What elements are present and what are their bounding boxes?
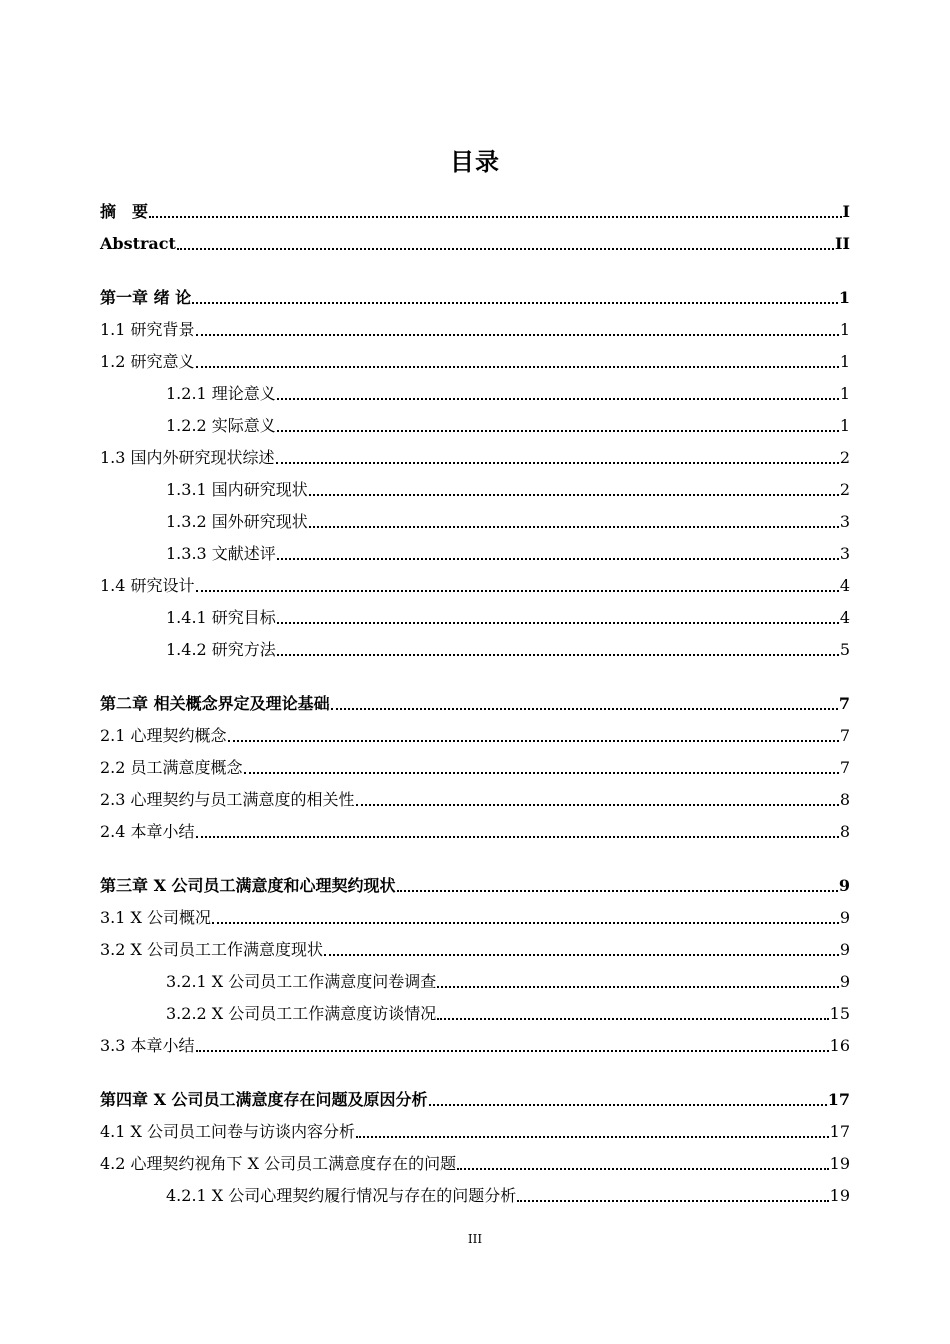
toc-entry-abstract-en[interactable] bbox=[100, 233, 850, 255]
toc-entry[interactable] bbox=[100, 1121, 850, 1143]
toc-entry[interactable] bbox=[166, 1003, 850, 1025]
toc-entry-label: 3.3 本章小结 bbox=[100, 1036, 195, 1055]
toc-entry-page: II bbox=[835, 234, 850, 253]
toc-entry[interactable] bbox=[100, 757, 850, 779]
toc-entry-abstract-cn[interactable] bbox=[100, 201, 850, 223]
toc-entry-label: 第二章 相关概念界定及理论基础 bbox=[100, 694, 330, 713]
toc-leader-dots bbox=[196, 334, 839, 336]
toc-leader-dots bbox=[356, 1136, 829, 1138]
toc-leader-dots bbox=[277, 654, 839, 656]
toc-entry-page: 19 bbox=[829, 1186, 850, 1205]
toc-entry-page: 9 bbox=[839, 940, 850, 959]
toc-entry-page: 17 bbox=[827, 1090, 850, 1109]
toc-entry-page: 1 bbox=[839, 320, 850, 339]
toc-entry-page: 7 bbox=[838, 694, 850, 713]
toc-entry-chapter-3[interactable] bbox=[100, 875, 850, 897]
toc-entry[interactable] bbox=[100, 725, 850, 747]
toc-entry-page: 16 bbox=[829, 1036, 850, 1055]
toc-entry-page: 7 bbox=[839, 726, 850, 745]
toc-entry-label: 1.4 研究设计 bbox=[100, 576, 195, 595]
toc-entry[interactable] bbox=[100, 789, 850, 811]
toc-leader-dots bbox=[324, 954, 839, 956]
toc-entry-label: 第三章 X 公司员工满意度和心理契约现状 bbox=[100, 876, 396, 895]
toc-entry[interactable] bbox=[166, 415, 850, 437]
toc-leader-dots bbox=[309, 526, 839, 528]
toc-entry-label: 3.1 X 公司概况 bbox=[100, 908, 212, 927]
toc-leader-dots bbox=[517, 1200, 828, 1202]
toc-leader-dots bbox=[277, 558, 839, 560]
toc-entry-page: 9 bbox=[838, 876, 850, 895]
toc-entry-page: 19 bbox=[829, 1154, 850, 1173]
toc-entry-label: 3.2 X 公司员工工作满意度现状 bbox=[100, 940, 324, 959]
toc-leader-dots bbox=[437, 986, 839, 988]
toc-entry-label: 第四章 X 公司员工满意度存在问题及原因分析 bbox=[100, 1090, 428, 1109]
toc-leader-dots bbox=[309, 494, 839, 496]
toc-leader-dots bbox=[429, 1104, 827, 1106]
toc-entry-label: 1.4.2 研究方法 bbox=[166, 640, 276, 659]
toc-entry[interactable] bbox=[100, 1153, 850, 1175]
toc-leader-dots bbox=[149, 216, 842, 218]
toc-leader-dots bbox=[196, 366, 839, 368]
toc-entry-page: 8 bbox=[839, 790, 850, 809]
toc-entry-page: I bbox=[842, 202, 850, 221]
toc-entry-chapter-2[interactable] bbox=[100, 693, 850, 715]
toc-entry-label: 4.2.1 X 公司心理契约履行情况与存在的问题分析 bbox=[166, 1186, 517, 1205]
toc-leader-dots bbox=[356, 804, 839, 806]
toc-entry-label: 1.3.2 国外研究现状 bbox=[166, 512, 308, 531]
toc-entry-label: 1.4.1 研究目标 bbox=[166, 608, 276, 627]
toc-entry-page: 7 bbox=[839, 758, 850, 777]
toc-entry[interactable] bbox=[166, 383, 850, 405]
toc-entry-label: 3.2.1 X 公司员工工作满意度问卷调查 bbox=[166, 972, 437, 991]
toc-entry-page: 8 bbox=[839, 822, 850, 841]
toc-entry[interactable] bbox=[166, 1185, 850, 1207]
toc-entry-page: 3 bbox=[839, 544, 850, 563]
toc-entry[interactable] bbox=[100, 351, 850, 373]
toc-leader-dots bbox=[457, 1168, 829, 1170]
page-number: III bbox=[467, 1232, 483, 1246]
toc-entry[interactable] bbox=[100, 907, 850, 929]
toc-entry[interactable] bbox=[166, 511, 850, 533]
toc-entry-chapter-1[interactable] bbox=[100, 287, 850, 309]
toc-entry[interactable] bbox=[166, 543, 850, 565]
toc-entry-label: 2.2 员工满意度概念 bbox=[100, 758, 243, 777]
toc-entry-page: 9 bbox=[839, 908, 850, 927]
toc-entry-label: 1.3 国内外研究现状综述 bbox=[100, 448, 275, 467]
toc-entry-page: 4 bbox=[839, 608, 850, 627]
toc-entry-page: 15 bbox=[829, 1004, 850, 1023]
toc-leader-dots bbox=[244, 772, 839, 774]
toc-entry-label: 1.2.1 理论意义 bbox=[166, 384, 276, 403]
toc-leader-dots bbox=[277, 622, 839, 624]
toc-leader-dots bbox=[397, 890, 838, 892]
toc-entry-label: 2.3 心理契约与员工满意度的相关性 bbox=[100, 790, 355, 809]
toc-entry-page: 9 bbox=[839, 972, 850, 991]
toc-entry-label: 1.3.1 国内研究现状 bbox=[166, 480, 308, 499]
toc-entry-label: Abstract bbox=[100, 234, 176, 253]
toc-entry[interactable] bbox=[100, 939, 850, 961]
toc-entry-label: 第一章 绪 论 bbox=[100, 288, 192, 307]
toc-entry-page: 1 bbox=[839, 352, 850, 371]
toc-entry-label: 1.1 研究背景 bbox=[100, 320, 195, 339]
toc-entry-page: 1 bbox=[839, 384, 850, 403]
toc-entry[interactable] bbox=[100, 575, 850, 597]
toc-entry-label: 1.2 研究意义 bbox=[100, 352, 195, 371]
toc-leader-dots bbox=[228, 740, 839, 742]
toc-leader-dots bbox=[196, 836, 839, 838]
toc-entry-label: 摘 要 bbox=[100, 202, 149, 221]
toc-entry[interactable] bbox=[100, 1035, 850, 1057]
toc-leader-dots bbox=[212, 922, 839, 924]
toc-entry[interactable] bbox=[166, 479, 850, 501]
toc-leader-dots bbox=[192, 302, 838, 304]
toc-leader-dots bbox=[276, 462, 839, 464]
page-title: 目录 bbox=[450, 148, 500, 176]
toc-leader-dots bbox=[196, 1050, 829, 1052]
toc-entry-label: 2.1 心理契约概念 bbox=[100, 726, 227, 745]
toc-entry-page: 1 bbox=[838, 288, 850, 307]
toc-entry-label: 1.2.2 实际意义 bbox=[166, 416, 276, 435]
toc-entry[interactable] bbox=[100, 821, 850, 843]
toc-leader-dots bbox=[196, 590, 839, 592]
toc-entry-page: 1 bbox=[839, 416, 850, 435]
toc-entry[interactable] bbox=[100, 319, 850, 341]
toc-entry-chapter-4[interactable] bbox=[100, 1089, 850, 1111]
toc-entry[interactable] bbox=[166, 971, 850, 993]
toc-leader-dots bbox=[177, 248, 834, 250]
toc-entry[interactable] bbox=[166, 639, 850, 661]
toc-entry-page: 3 bbox=[839, 512, 850, 531]
toc-entry[interactable] bbox=[100, 447, 850, 469]
toc-leader-dots bbox=[331, 708, 838, 710]
toc-entry-page: 2 bbox=[839, 448, 850, 467]
toc-leader-dots bbox=[437, 1018, 828, 1020]
toc-entry[interactable] bbox=[166, 607, 850, 629]
toc-entry-label: 4.1 X 公司员工问卷与访谈内容分析 bbox=[100, 1122, 356, 1141]
toc-entry-label: 1.3.3 文献述评 bbox=[166, 544, 276, 563]
toc-entry-page: 2 bbox=[839, 480, 850, 499]
toc-entry-page: 17 bbox=[829, 1122, 850, 1141]
toc-leader-dots bbox=[277, 430, 839, 432]
toc-entry-page: 4 bbox=[839, 576, 850, 595]
toc-entry-page: 5 bbox=[839, 640, 850, 659]
toc-entry-label: 2.4 本章小结 bbox=[100, 822, 195, 841]
toc-leader-dots bbox=[277, 398, 839, 400]
toc-entry-label: 4.2 心理契约视角下 X 公司员工满意度存在的问题 bbox=[100, 1154, 457, 1173]
toc-entry-label: 3.2.2 X 公司员工工作满意度访谈情况 bbox=[166, 1004, 437, 1023]
